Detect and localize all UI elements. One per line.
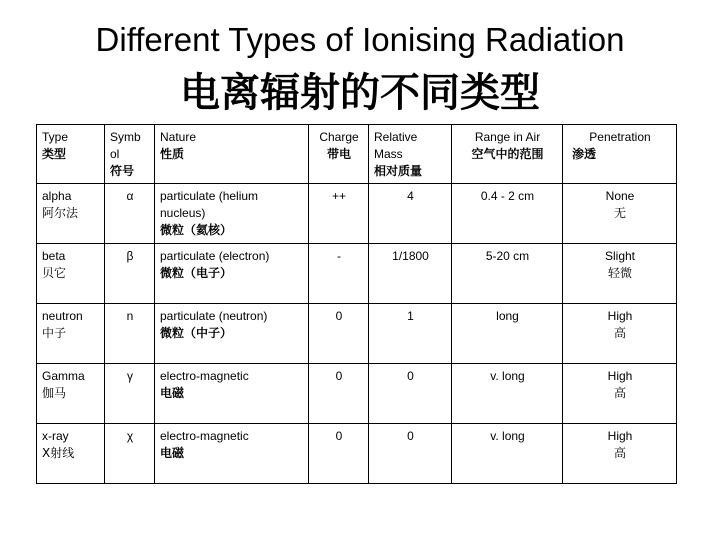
header-symbol: Symb ol 符号 (105, 125, 155, 184)
cell-range: 5-20 cm (452, 244, 563, 304)
cell-symbol: β (105, 244, 155, 304)
cell-type: x-ray X射线 (37, 424, 105, 484)
cell-nature: particulate (neutron) 微粒（中子） (155, 304, 309, 364)
cell-type: alpha 阿尔法 (37, 184, 105, 244)
cell-symbol: α (105, 184, 155, 244)
cell-penetration: High 高 (563, 424, 677, 484)
cell-mass: 1 (369, 304, 452, 364)
cell-type: Gamma 伽马 (37, 364, 105, 424)
cell-charge: 0 (309, 304, 369, 364)
header-type: Type 类型 (37, 125, 105, 184)
cell-charge: - (309, 244, 369, 304)
header-penetration: Penetration 渗透 (563, 125, 677, 184)
cell-mass: 4 (369, 184, 452, 244)
cell-penetration: High 高 (563, 364, 677, 424)
page-title-chinese: 电离辐射的不同类型 (180, 70, 540, 116)
cell-mass: 0 (369, 424, 452, 484)
cell-range: long (452, 304, 563, 364)
header-nature: Nature 性质 (155, 125, 309, 184)
cell-type: beta 贝它 (37, 244, 105, 304)
cell-nature: electro-magnetic 电磁 (155, 364, 309, 424)
cell-nature: particulate (electron) 微粒（电子） (155, 244, 309, 304)
cell-symbol: χ (105, 424, 155, 484)
cell-charge: 0 (309, 364, 369, 424)
cell-nature: particulate (helium nucleus) 微粒（氦核） (155, 184, 309, 244)
cell-penetration: High 高 (563, 304, 677, 364)
cell-charge: 0 (309, 424, 369, 484)
cell-nature: electro-magnetic 电磁 (155, 424, 309, 484)
header-range: Range in Air 空气中的范围 (452, 125, 563, 184)
cell-range: v. long (452, 364, 563, 424)
cell-mass: 0 (369, 364, 452, 424)
radiation-table (36, 124, 677, 484)
table-row (37, 244, 677, 304)
table-row (37, 424, 677, 484)
table-header-row (37, 125, 677, 184)
cell-charge: ++ (309, 184, 369, 244)
header-relative-mass: Relative Mass 相对质量 (369, 125, 452, 184)
cell-range: v. long (452, 424, 563, 484)
table-row (37, 304, 677, 364)
table-row (37, 184, 677, 244)
cell-mass: 1/1800 (369, 244, 452, 304)
page-title: Different Types of Ionising Radiation (95, 21, 625, 58)
cell-symbol: γ (105, 364, 155, 424)
table-row (37, 364, 677, 424)
cell-symbol: n (105, 304, 155, 364)
cell-penetration: None 无 (563, 184, 677, 244)
cell-penetration: Slight 轻微 (563, 244, 677, 304)
cell-range: 0.4 - 2 cm (452, 184, 563, 244)
cell-type: neutron 中子 (37, 304, 105, 364)
header-charge: Charge 带电 (309, 125, 369, 184)
